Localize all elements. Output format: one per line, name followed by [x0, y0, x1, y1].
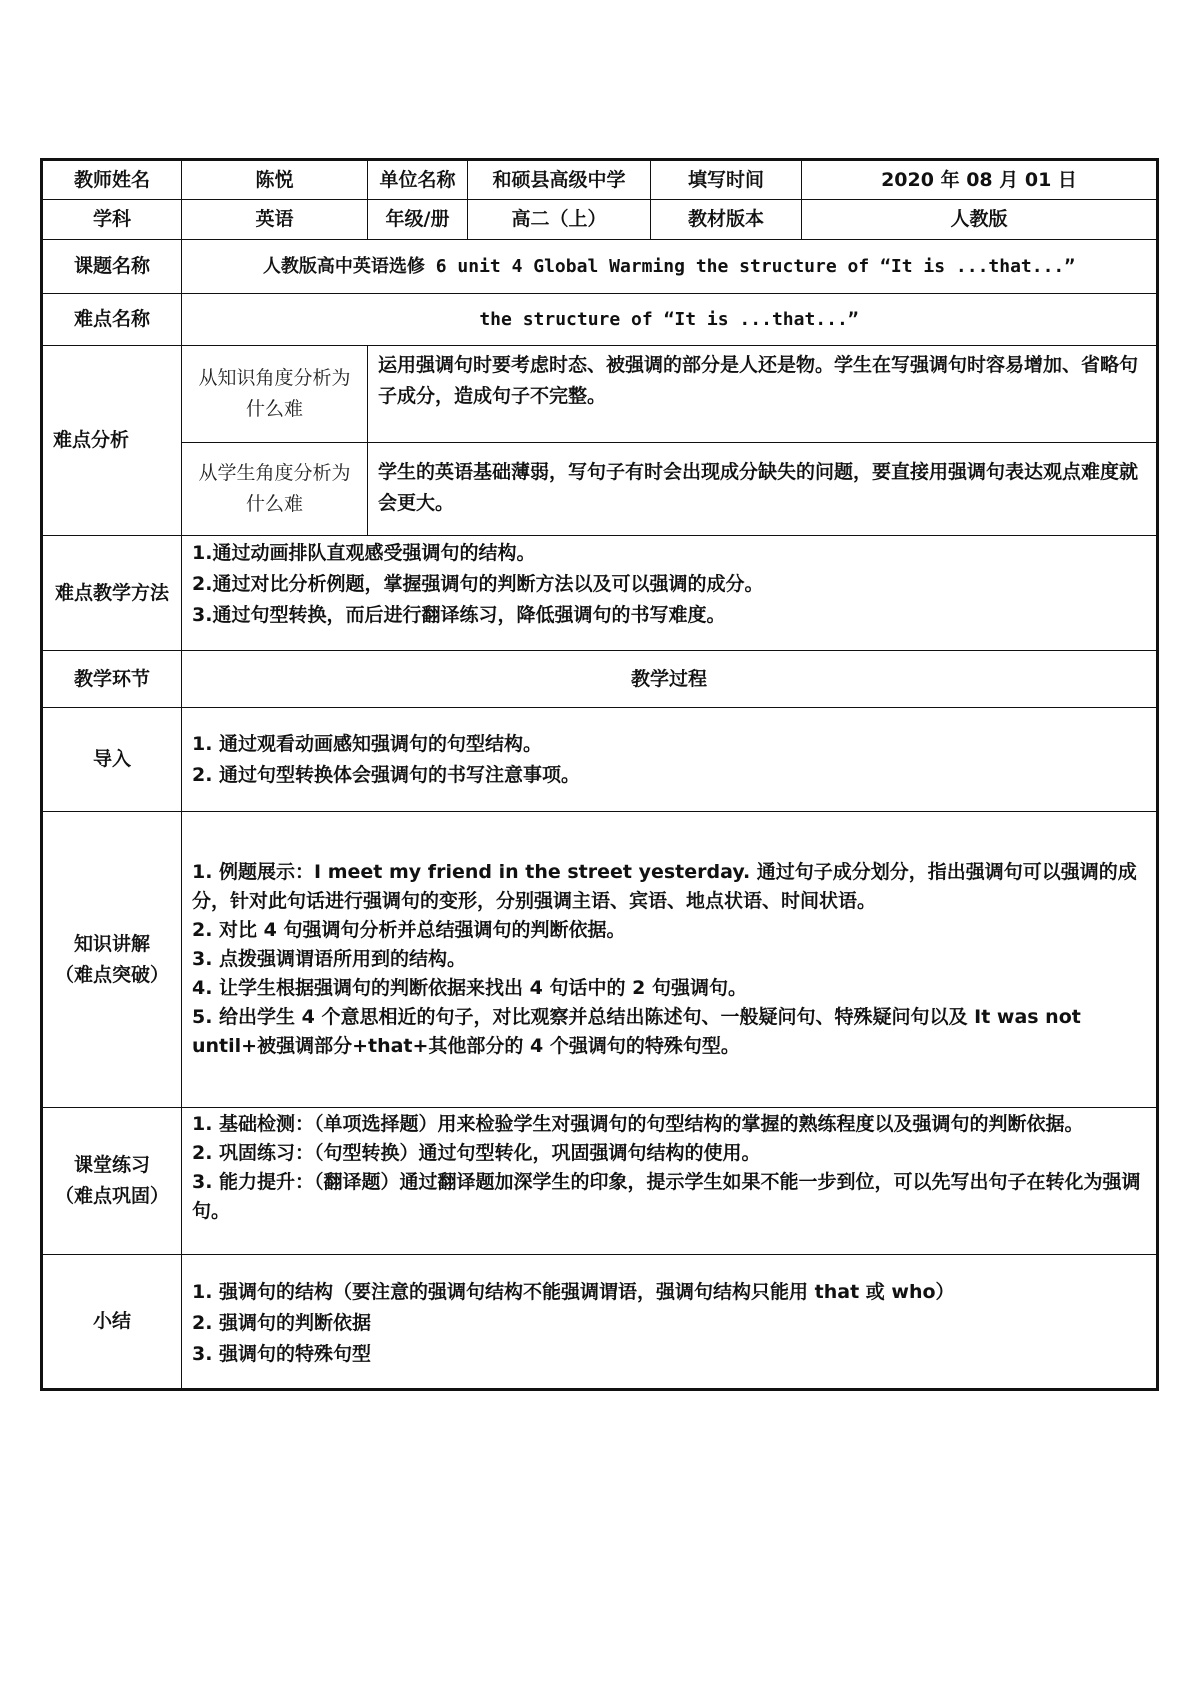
explain-item: 5. 给出学生 4 个意思相近的句子，对比观察并总结出陈述句、一般疑问句、特殊疑问句以及 It was not until+被强调部分+that+其他部分的 4 个强调句的特殊句型。	[192, 1006, 1081, 1057]
practice-label-line2: （难点巩固）	[54, 1185, 169, 1207]
date-value: 2020 年 08 月 01 日	[802, 160, 1158, 200]
summary-item: 2. 强调句的判断依据	[192, 1312, 372, 1334]
analysis-label: 难点分析	[42, 346, 182, 536]
intro-row	[42, 708, 1158, 812]
topic-label: 课题名称	[42, 240, 182, 294]
grade-label: 年级/册	[368, 200, 468, 240]
explain-list	[182, 812, 1158, 1108]
method-row	[42, 536, 1158, 651]
explain-label-line2: （难点突破）	[54, 963, 169, 986]
method-label: 难点教学方法	[42, 536, 182, 651]
intro-item: 2. 通过句型转换体会强调句的书写注意事项。	[192, 763, 581, 786]
explain-item: 1. 例题展示：I meet my friend in the street yesterday. 通过句子成分划分，指出强调句可以强调的成分，针对此句话进行强调句的变形，分别强调主语、宾语、地点状语、时间状语。	[192, 861, 1137, 912]
knowledge-angle-text: 运用强调句时要考虑时态、被强调的部分是人还是物。学生在写强调句时容易增加、省略句子成分，造成句子不完整。	[368, 346, 1158, 443]
explain-label-line1: 知识讲解	[73, 932, 150, 955]
header-row-2	[42, 200, 1158, 240]
difficulty-label: 难点名称	[42, 294, 182, 346]
edition-label: 教材版本	[651, 200, 802, 240]
teacher-value: 陈悦	[182, 160, 368, 200]
student-angle-label: 从学生角度分析为什么难	[182, 443, 368, 536]
lesson-plan-sheet	[40, 158, 1156, 1391]
grade-value: 高二（上）	[468, 200, 651, 240]
date-label: 填写时间	[651, 160, 802, 200]
stage-header: 教学环节	[42, 651, 182, 708]
method-item: 1.通过动画排队直观感受强调句的结构。	[192, 542, 536, 564]
unit-value: 和硕县高级中学	[468, 160, 651, 200]
explain-row	[42, 812, 1158, 1108]
lesson-plan-table	[40, 158, 1159, 1391]
explain-item: 4. 让学生根据强调句的判断依据来找出 4 句话中的 2 句强调句。	[192, 977, 747, 999]
practice-item: 3. 能力提升：（翻译题）通过翻译题加深学生的印象，提示学生如果不能一步到位，可以先写出句子在转化为强调句。	[192, 1171, 1141, 1222]
summary-row	[42, 1255, 1158, 1390]
practice-label	[42, 1108, 182, 1255]
knowledge-angle-label: 从知识角度分析为什么难	[182, 346, 368, 443]
header-row-1	[42, 160, 1158, 200]
summary-list	[182, 1255, 1158, 1390]
process-header-row	[42, 651, 1158, 708]
intro-list	[182, 708, 1158, 812]
practice-item: 1. 基础检测：（单项选择题）用来检验学生对强调句的句型结构的掌握的熟练程度以及强调句的判断依据。	[192, 1113, 1084, 1135]
edition-value: 人教版	[802, 200, 1158, 240]
explain-label	[42, 812, 182, 1108]
subject-value: 英语	[182, 200, 368, 240]
method-item: 3.通过句型转换，而后进行翻译练习，降低强调句的书写难度。	[192, 604, 726, 626]
teacher-label: 教师姓名	[42, 160, 182, 200]
analysis-row-2	[42, 443, 1158, 536]
method-list	[182, 536, 1158, 651]
difficulty-row	[42, 294, 1158, 346]
practice-row	[42, 1108, 1158, 1255]
subject-label: 学科	[42, 200, 182, 240]
summary-item: 1. 强调句的结构（要注意的强调句结构不能强调谓语，强调句结构只能用 that 或 who）	[192, 1281, 955, 1303]
practice-item: 2. 巩固练习：（句型转换）通过句型转化，巩固强调句结构的使用。	[192, 1142, 761, 1164]
practice-list	[182, 1108, 1158, 1255]
intro-item: 1. 通过观看动画感知强调句的句型结构。	[192, 732, 543, 755]
summary-label: 小结	[42, 1255, 182, 1390]
process-header: 教学过程	[182, 651, 1158, 708]
unit-label: 单位名称	[368, 160, 468, 200]
student-angle-text: 学生的英语基础薄弱，写句子有时会出现成分缺失的问题，要直接用强调句表达观点难度就会更大。	[368, 443, 1158, 536]
method-item: 2.通过对比分析例题，掌握强调句的判断方法以及可以强调的成分。	[192, 573, 764, 595]
practice-label-line1: 课堂练习	[73, 1154, 150, 1176]
explain-item: 3. 点拨强调谓语所用到的结构。	[192, 948, 467, 970]
intro-label: 导入	[42, 708, 182, 812]
explain-item: 2. 对比 4 句强调句分析并总结强调句的判断依据。	[192, 919, 626, 941]
difficulty-value: the structure of “It is ...that...”	[182, 294, 1158, 346]
analysis-row-1	[42, 346, 1158, 443]
topic-row	[42, 240, 1158, 294]
summary-item: 3. 强调句的特殊句型	[192, 1343, 372, 1365]
topic-value: 人教版高中英语选修 6 unit 4 Global Warming the structure of “It is ...that...”	[182, 240, 1158, 294]
